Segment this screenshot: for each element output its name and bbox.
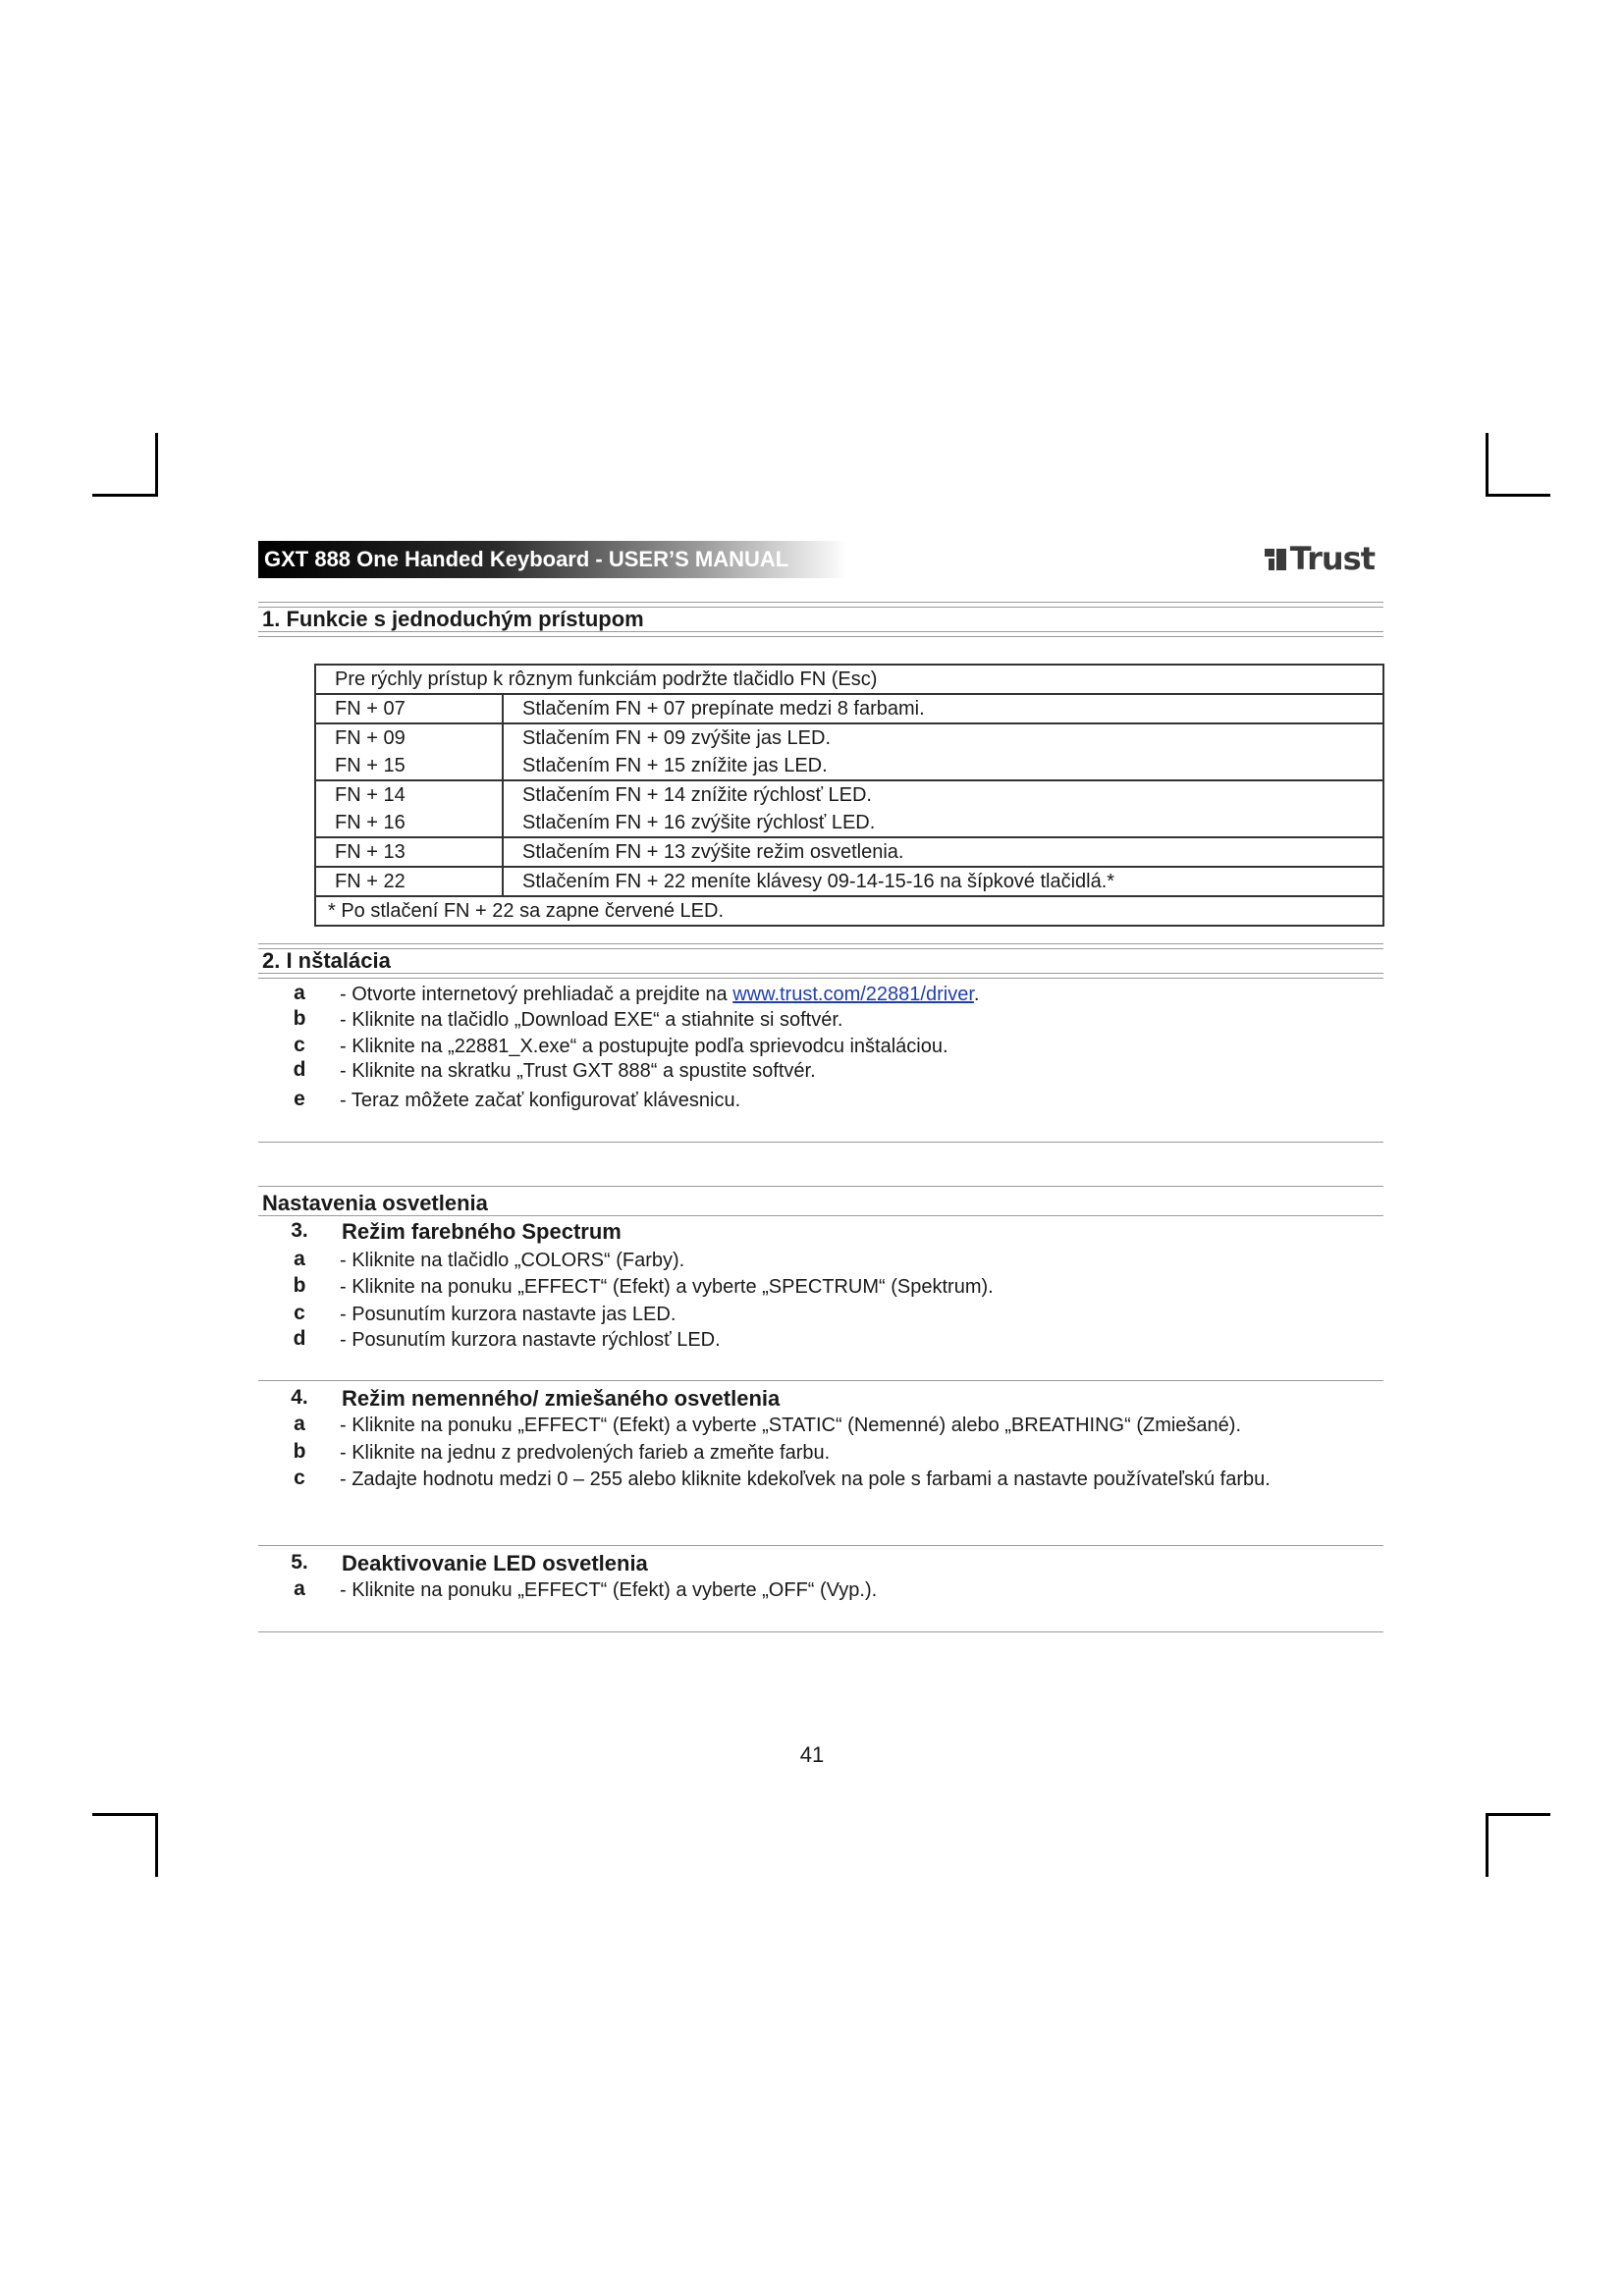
table-row bbox=[315, 837, 1383, 867]
step-text: - Posunutím kurzora nastavte jas LED. bbox=[340, 1304, 677, 1325]
step-marker: a bbox=[294, 1413, 305, 1435]
divider bbox=[258, 1545, 1383, 1548]
shortcut-desc: Stlačením FN + 15 znížite jas LED. bbox=[522, 755, 828, 776]
step-text: - Kliknite na skratku „Trust GXT 888“ a spustite softvér. bbox=[340, 1060, 816, 1082]
table-row bbox=[315, 896, 1383, 926]
shortcut-desc: Stlačením FN + 16 zvýšite rýchlosť LED. bbox=[522, 812, 876, 833]
shortcut-key: FN + 13 bbox=[315, 837, 503, 867]
shortcut-table-intro: Pre rýchly prístup k rôznym funkciám podržte tlačidlo FN (Esc) bbox=[335, 668, 878, 690]
step-marker: b bbox=[293, 1440, 306, 1463]
lighting-title: Nastavenia osvetlenia bbox=[262, 1191, 488, 1215]
crop-mark-top-left-v bbox=[155, 433, 158, 497]
step-text: - Kliknite na tlačidlo „Download EXE“ a stiahnite si softvér. bbox=[340, 1009, 843, 1031]
subsection-title: Režim nemenného/ zmiešaného osvetlenia bbox=[342, 1386, 781, 1411]
shortcut-key: FN + 15 bbox=[335, 755, 406, 776]
step-marker: a bbox=[294, 982, 305, 1004]
driver-link[interactable]: www.trust.com/22881/driver bbox=[732, 984, 974, 1005]
page-number: 41 bbox=[799, 1742, 825, 1767]
step-text: - Kliknite na ponuku „EFFECT“ (Efekt) a vyberte „OFF“ (Vyp.). bbox=[340, 1579, 878, 1601]
crop-mark-top-right-v bbox=[1486, 433, 1489, 497]
subsection-number: 4. bbox=[291, 1386, 308, 1409]
step-text: - Kliknite na ponuku „EFFECT“ (Efekt) a vyberte „STATIC“ (Nemenné) alebo „BREATHING“ (Zmiešané). bbox=[340, 1415, 1242, 1436]
crop-mark-bottom-left-h bbox=[92, 1813, 158, 1816]
divider bbox=[258, 1215, 1383, 1218]
step-marker: b bbox=[293, 1274, 306, 1297]
step-marker: c bbox=[294, 1467, 305, 1489]
crop-mark-bottom-left-v bbox=[155, 1813, 158, 1877]
table-row bbox=[315, 867, 1383, 896]
step-text-part: . bbox=[973, 984, 980, 1005]
step-text: - Kliknite na jednu z predvolených farieb a zmeňte farbu. bbox=[340, 1442, 831, 1464]
step-marker: b bbox=[293, 1007, 306, 1030]
step-text bbox=[340, 982, 1389, 1007]
shortcut-desc: Stlačením FN + 14 znížite rýchlosť LED. bbox=[522, 784, 872, 806]
section-1-title: 1. Funkcie s jednoduchým prístupom bbox=[262, 607, 644, 631]
shortcut-key: FN + 14 bbox=[335, 784, 406, 806]
divider bbox=[258, 1380, 1383, 1383]
step-marker: e bbox=[294, 1088, 305, 1110]
step-text: - Teraz môžete začať konfigurovať klávesnicu. bbox=[340, 1090, 741, 1111]
step-text: - Kliknite na tlačidlo „COLORS“ (Farby). bbox=[340, 1250, 685, 1271]
divider bbox=[258, 973, 1383, 979]
step-marker: d bbox=[293, 1327, 306, 1350]
shortcut-key: FN + 16 bbox=[335, 812, 406, 833]
page-header bbox=[258, 539, 1375, 581]
crop-mark-bottom-right-h bbox=[1486, 1813, 1550, 1816]
step-text: - Zadajte hodnotu medzi 0 – 255 alebo kliknite kdekoľvek na pole s farbami a nastavte používateľskú farbu. bbox=[340, 1468, 1271, 1490]
shortcut-footnote: * Po stlačení FN + 22 sa zapne červené LED. bbox=[315, 896, 1383, 926]
shortcut-desc: Stlačením FN + 13 zvýšite režim osvetlenia. bbox=[503, 837, 1383, 867]
step-text: - Kliknite na ponuku „EFFECT“ (Efekt) a vyberte „SPECTRUM“ (Spektrum). bbox=[340, 1276, 994, 1298]
divider bbox=[258, 1631, 1383, 1634]
step-marker: c bbox=[294, 1034, 305, 1056]
crop-mark-top-left-h bbox=[92, 494, 158, 497]
shortcut-table bbox=[314, 664, 1384, 927]
divider bbox=[258, 943, 1383, 949]
step-text: - Posunutím kurzora nastavte rýchlosť LED. bbox=[340, 1329, 721, 1351]
table-row bbox=[315, 780, 1383, 837]
subsection-number: 5. bbox=[291, 1551, 308, 1574]
shortcut-key: FN + 22 bbox=[315, 867, 503, 896]
trust-logo-text: Trust bbox=[1289, 540, 1375, 577]
shortcut-desc: Stlačením FN + 07 prepínate medzi 8 farbami. bbox=[503, 694, 1383, 723]
crop-mark-top-right-h bbox=[1486, 494, 1550, 497]
trust-logo-icon bbox=[1265, 547, 1286, 570]
divider bbox=[258, 631, 1383, 637]
step-marker: d bbox=[293, 1058, 306, 1081]
trust-logo bbox=[1265, 539, 1375, 578]
table-row bbox=[315, 723, 1383, 780]
step-marker: a bbox=[294, 1248, 305, 1270]
section-2-title: 2. I nštalácia bbox=[262, 948, 391, 973]
divider bbox=[258, 1186, 1383, 1189]
crop-mark-bottom-right-v bbox=[1486, 1813, 1489, 1877]
shortcut-desc: Stlačením FN + 09 zvýšite jas LED. bbox=[522, 727, 832, 749]
step-text: - Kliknite na „22881_X.exe“ a postupujte podľa sprievodcu inštaláciou. bbox=[340, 1036, 948, 1057]
subsection-number: 3. bbox=[291, 1219, 308, 1242]
step-marker: c bbox=[294, 1302, 305, 1324]
divider bbox=[258, 1142, 1383, 1145]
step-marker: a bbox=[294, 1577, 305, 1600]
manual-title: GXT 888 One Handed Keyboard - USER’S MANUAL bbox=[264, 547, 789, 571]
shortcut-key: FN + 07 bbox=[315, 694, 503, 723]
shortcut-desc: Stlačením FN + 22 meníte klávesy 09-14-15-16 na šípkové tlačidlá.* bbox=[503, 867, 1383, 896]
step-text-part: - Otvorte internetový prehliadač a prejdite na bbox=[340, 984, 733, 1005]
subsection-title: Deaktivovanie LED osvetlenia bbox=[342, 1551, 648, 1575]
table-row bbox=[315, 694, 1383, 723]
subsection-title: Režim farebného Spectrum bbox=[342, 1219, 622, 1244]
shortcut-key: FN + 09 bbox=[335, 727, 406, 749]
